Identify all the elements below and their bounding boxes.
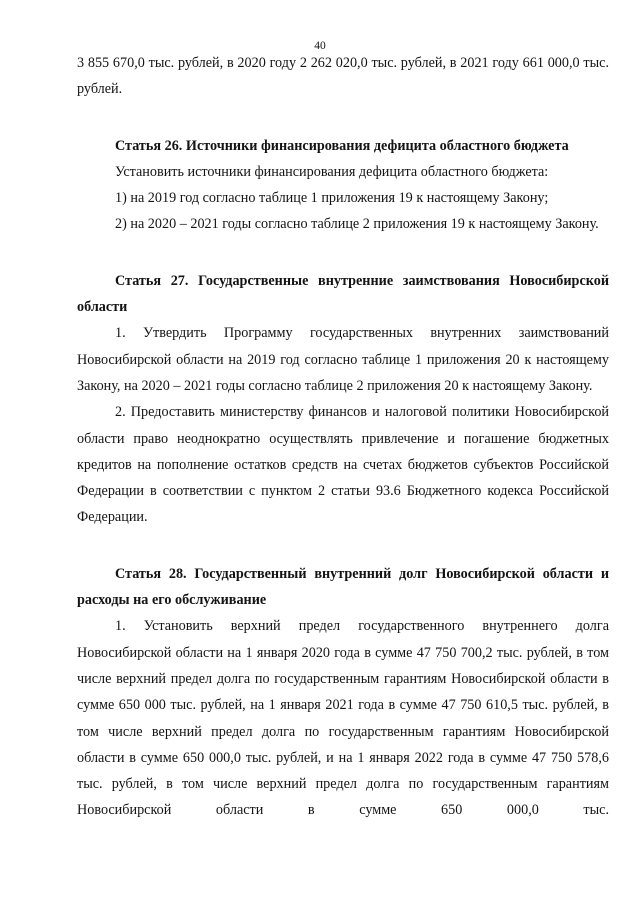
article-27-paragraph-2: 2. Предоставить министерству финансов и налоговой политики Новосибирской области право неоднократно осуществлять привлечение и погашение бюджетных кредитов на пополнение остатков средств на счетах бюджетов субъектов Российской Федерации в соответствии с пунктом 2 статьи 93.6 Бюджетного кодекса Российской Федерации. bbox=[77, 404, 609, 526]
article-27-heading: Статья 27. Государственные внутренние заимствования Новосибирской области bbox=[77, 272, 609, 316]
paragraph-continuation: 3 855 670,0 тыс. рублей, в 2020 году 2 262 020,0 тыс. рублей, в 2021 году 661 000,0 тыс. рублей. bbox=[77, 55, 609, 98]
article-28-heading: Статья 28. Государственный внутренний долг Новосибирской области и расходы на его обслуживание bbox=[77, 565, 609, 609]
page-number: 40 bbox=[314, 40, 326, 52]
article-26-paragraph-1: Установить источники финансирования дефицита областного бюджета: bbox=[115, 163, 549, 180]
article-26-paragraph-3: 2) на 2020 – 2021 годы согласно таблице 2 приложения 19 к настоящему Закону. bbox=[115, 216, 599, 233]
article-27-paragraph-1: 1. Утвердить Программу государственных внутренних заимствований Новосибирской области на 2019 год согласно таблице 1 приложения 20 к настоящему Закону, на 2020 – 2021 годы согласно таблице 2 приложения 20 к настоящему Закону. bbox=[77, 325, 609, 394]
article-28-paragraph-1: 1. Установить верхний предел государственного внутреннего долга Новосибирской области на 1 января 2020 года в сумме 47 750 700,2 тыс. рублей, в том числе верхний предел долга по государственным гарантиям Новосибирской области в сумме 650 000 тыс. рублей, на 1 января 2021 года в сумме 47 750 610,5 тыс. рублей, в том числе верхний предел долга по государственным гарантиям Новосибирской области в сумме 650 000,0 тыс. рублей, и на 1 января 2022 года в сумме 47 750 578,6 тыс. рублей, в том числе верхний предел долга по государственным гарантиям Новосибирской области в сумме 650 000,0 тыс. bbox=[77, 618, 609, 819]
article-26-heading: Статья 26. Источники финансирования дефицита областного бюджета bbox=[115, 137, 569, 154]
document-body bbox=[77, 50, 609, 824]
article-26-paragraph-2: 1) на 2019 год согласно таблице 1 приложения 19 к настоящему Закону; bbox=[115, 190, 549, 207]
